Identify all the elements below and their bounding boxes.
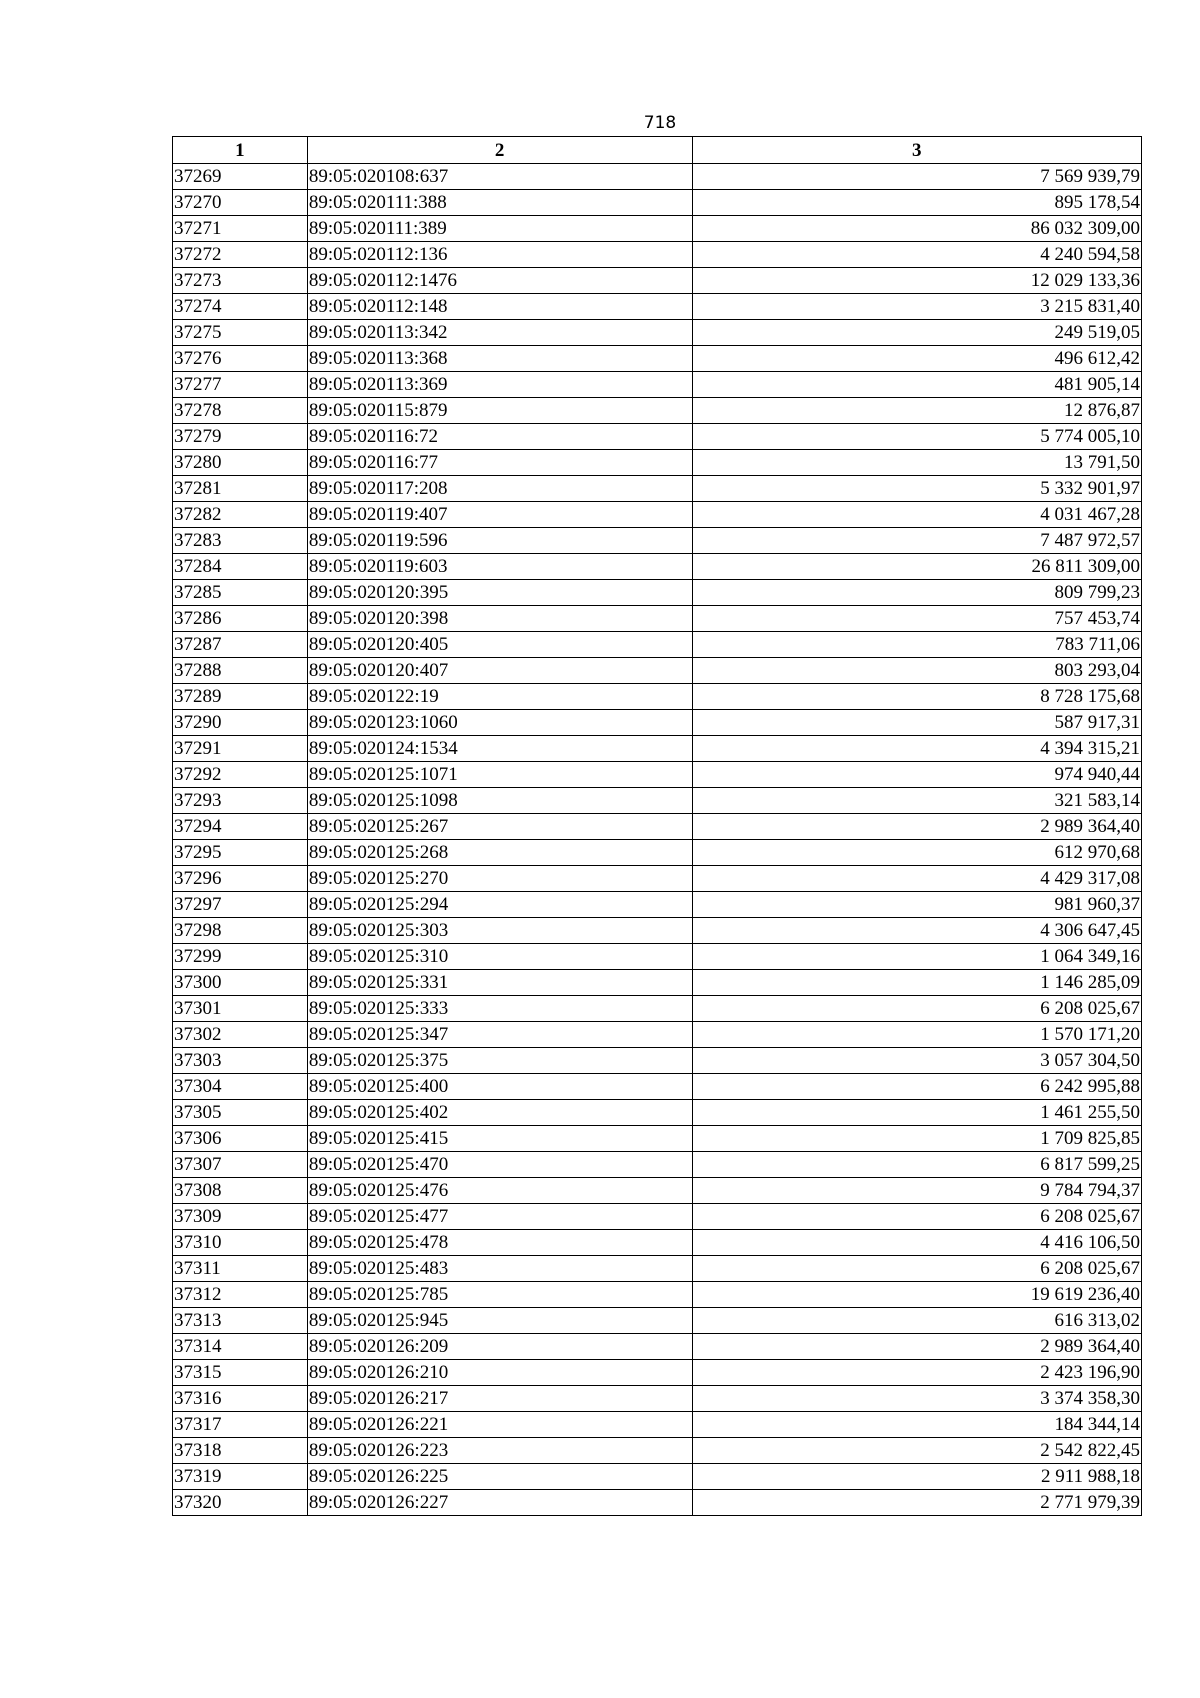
table-row [173,970,1142,996]
cadastral-number-cell: 89:05:020125:268 [307,840,692,866]
row-number-cell: 37280 [173,450,308,476]
value-cell: 2 423 196,90 [692,1360,1142,1386]
table-row [173,476,1142,502]
value-cell: 895 178,54 [692,190,1142,216]
cadastral-number-cell: 89:05:020125:477 [307,1204,692,1230]
table-row [173,606,1142,632]
value-cell: 26 811 309,00 [692,554,1142,580]
row-number-cell: 37297 [173,892,308,918]
table-row [173,814,1142,840]
value-cell: 249 519,05 [692,320,1142,346]
table-row [173,866,1142,892]
table-row [173,580,1142,606]
table-row [173,216,1142,242]
value-cell: 6 242 995,88 [692,1074,1142,1100]
value-cell: 12 029 133,36 [692,268,1142,294]
value-cell: 13 791,50 [692,450,1142,476]
table-row [173,1438,1142,1464]
row-number-cell: 37298 [173,918,308,944]
row-number-cell: 37281 [173,476,308,502]
table-row [173,398,1142,424]
value-cell: 4 306 647,45 [692,918,1142,944]
row-number-cell: 37269 [173,164,308,190]
cadastral-number-cell: 89:05:020111:389 [307,216,692,242]
table-row [173,710,1142,736]
cadastral-number-cell: 89:05:020113:342 [307,320,692,346]
value-cell: 587 917,31 [692,710,1142,736]
table-row [173,1464,1142,1490]
value-cell: 809 799,23 [692,580,1142,606]
cadastral-number-cell: 89:05:020117:208 [307,476,692,502]
value-cell: 5 332 901,97 [692,476,1142,502]
value-cell: 496 612,42 [692,346,1142,372]
table-row [173,190,1142,216]
row-number-cell: 37308 [173,1178,308,1204]
cadastral-number-cell: 89:05:020120:398 [307,606,692,632]
value-cell: 1 461 255,50 [692,1100,1142,1126]
row-number-cell: 37272 [173,242,308,268]
table-row [173,268,1142,294]
value-cell: 9 784 794,37 [692,1178,1142,1204]
cadastral-number-cell: 89:05:020126:227 [307,1490,692,1516]
value-cell: 981 960,37 [692,892,1142,918]
row-number-cell: 37307 [173,1152,308,1178]
table-row [173,242,1142,268]
table-row [173,1256,1142,1282]
row-number-cell: 37274 [173,294,308,320]
table-row [173,1308,1142,1334]
cadastral-number-cell: 89:05:020119:596 [307,528,692,554]
column-header-2: 2 [307,137,692,164]
table-row [173,736,1142,762]
row-number-cell: 37316 [173,1386,308,1412]
value-cell: 616 313,02 [692,1308,1142,1334]
row-number-cell: 37279 [173,424,308,450]
row-number-cell: 37314 [173,1334,308,1360]
row-number-cell: 37283 [173,528,308,554]
row-number-cell: 37270 [173,190,308,216]
value-cell: 4 240 594,58 [692,242,1142,268]
value-cell: 6 208 025,67 [692,1256,1142,1282]
value-cell: 757 453,74 [692,606,1142,632]
cadastral-number-cell: 89:05:020112:148 [307,294,692,320]
row-number-cell: 37312 [173,1282,308,1308]
table-row [173,294,1142,320]
value-cell: 1 146 285,09 [692,970,1142,996]
row-number-cell: 37311 [173,1256,308,1282]
table-row [173,840,1142,866]
row-number-cell: 37303 [173,1048,308,1074]
row-number-cell: 37286 [173,606,308,632]
cadastral-number-cell: 89:05:020112:1476 [307,268,692,294]
row-number-cell: 37293 [173,788,308,814]
table-row [173,346,1142,372]
value-cell: 6 817 599,25 [692,1152,1142,1178]
cadastral-number-cell: 89:05:020125:483 [307,1256,692,1282]
row-number-cell: 37310 [173,1230,308,1256]
row-number-cell: 37317 [173,1412,308,1438]
cadastral-number-cell: 89:05:020126:217 [307,1386,692,1412]
table-row [173,658,1142,684]
table-row [173,424,1142,450]
table-row [173,632,1142,658]
value-cell: 8 728 175,68 [692,684,1142,710]
row-number-cell: 37305 [173,1100,308,1126]
row-number-cell: 37299 [173,944,308,970]
table-row [173,1178,1142,1204]
cadastral-number-cell: 89:05:020113:369 [307,372,692,398]
value-cell: 7 569 939,79 [692,164,1142,190]
table-row [173,164,1142,190]
row-number-cell: 37285 [173,580,308,606]
cadastral-number-cell: 89:05:020113:368 [307,346,692,372]
table-row [173,1204,1142,1230]
value-cell: 4 429 317,08 [692,866,1142,892]
table-row [173,320,1142,346]
value-cell: 974 940,44 [692,762,1142,788]
value-cell: 3 374 358,30 [692,1386,1142,1412]
value-cell: 2 542 822,45 [692,1438,1142,1464]
table-row [173,1282,1142,1308]
value-cell: 7 487 972,57 [692,528,1142,554]
row-number-cell: 37273 [173,268,308,294]
cadastral-number-cell: 89:05:020126:225 [307,1464,692,1490]
cadastral-number-cell: 89:05:020125:415 [307,1126,692,1152]
cadastral-number-cell: 89:05:020116:77 [307,450,692,476]
value-cell: 2 771 979,39 [692,1490,1142,1516]
row-number-cell: 37320 [173,1490,308,1516]
cadastral-number-cell: 89:05:020125:476 [307,1178,692,1204]
cadastral-number-cell: 89:05:020119:407 [307,502,692,528]
table-row [173,1412,1142,1438]
value-cell: 86 032 309,00 [692,216,1142,242]
cadastral-number-cell: 89:05:020125:1071 [307,762,692,788]
cadastral-number-cell: 89:05:020125:333 [307,996,692,1022]
cadastral-number-cell: 89:05:020124:1534 [307,736,692,762]
cadastral-number-cell: 89:05:020119:603 [307,554,692,580]
table-row [173,528,1142,554]
value-cell: 12 876,87 [692,398,1142,424]
table-row [173,1360,1142,1386]
table-row [173,1022,1142,1048]
cadastral-number-cell: 89:05:020125:785 [307,1282,692,1308]
table-row [173,1230,1142,1256]
row-number-cell: 37277 [173,372,308,398]
data-table [172,136,1142,1516]
value-cell: 1 064 349,16 [692,944,1142,970]
row-number-cell: 37287 [173,632,308,658]
cadastral-number-cell: 89:05:020125:470 [307,1152,692,1178]
value-cell: 184 344,14 [692,1412,1142,1438]
value-cell: 4 031 467,28 [692,502,1142,528]
cadastral-number-cell: 89:05:020122:19 [307,684,692,710]
value-cell: 6 208 025,67 [692,1204,1142,1230]
cadastral-number-cell: 89:05:020125:347 [307,1022,692,1048]
table-row [173,918,1142,944]
row-number-cell: 37271 [173,216,308,242]
value-cell: 3 215 831,40 [692,294,1142,320]
cadastral-number-cell: 89:05:020126:209 [307,1334,692,1360]
cadastral-number-cell: 89:05:020125:945 [307,1308,692,1334]
table-row [173,1386,1142,1412]
cadastral-number-cell: 89:05:020116:72 [307,424,692,450]
table-body [173,164,1142,1516]
cadastral-number-cell: 89:05:020120:395 [307,580,692,606]
table-row [173,1490,1142,1516]
row-number-cell: 37301 [173,996,308,1022]
value-cell: 4 416 106,50 [692,1230,1142,1256]
cadastral-number-cell: 89:05:020125:400 [307,1074,692,1100]
row-number-cell: 37276 [173,346,308,372]
row-number-cell: 37290 [173,710,308,736]
row-number-cell: 37294 [173,814,308,840]
cadastral-number-cell: 89:05:020125:331 [307,970,692,996]
table-row [173,1334,1142,1360]
cadastral-number-cell: 89:05:020123:1060 [307,710,692,736]
cadastral-number-cell: 89:05:020125:375 [307,1048,692,1074]
value-cell: 803 293,04 [692,658,1142,684]
value-cell: 1 570 171,20 [692,1022,1142,1048]
cadastral-number-cell: 89:05:020125:267 [307,814,692,840]
cadastral-number-cell: 89:05:020120:405 [307,632,692,658]
value-cell: 1 709 825,85 [692,1126,1142,1152]
table-row [173,1100,1142,1126]
table-header-row [173,137,1142,164]
row-number-cell: 37319 [173,1464,308,1490]
table-row [173,554,1142,580]
table-row [173,788,1142,814]
row-number-cell: 37315 [173,1360,308,1386]
value-cell: 2 911 988,18 [692,1464,1142,1490]
cadastral-number-cell: 89:05:020125:1098 [307,788,692,814]
table-row [173,502,1142,528]
row-number-cell: 37275 [173,320,308,346]
value-cell: 2 989 364,40 [692,1334,1142,1360]
row-number-cell: 37292 [173,762,308,788]
value-cell: 19 619 236,40 [692,1282,1142,1308]
cadastral-number-cell: 89:05:020112:136 [307,242,692,268]
table-row [173,1048,1142,1074]
cadastral-number-cell: 89:05:020126:221 [307,1412,692,1438]
table-row [173,450,1142,476]
table-row [173,762,1142,788]
cadastral-number-cell: 89:05:020125:294 [307,892,692,918]
row-number-cell: 37302 [173,1022,308,1048]
row-number-cell: 37296 [173,866,308,892]
row-number-cell: 37313 [173,1308,308,1334]
cadastral-number-cell: 89:05:020125:310 [307,944,692,970]
row-number-cell: 37295 [173,840,308,866]
table-row [173,892,1142,918]
cadastral-number-cell: 89:05:020126:210 [307,1360,692,1386]
row-number-cell: 37306 [173,1126,308,1152]
value-cell: 6 208 025,67 [692,996,1142,1022]
value-cell: 3 057 304,50 [692,1048,1142,1074]
cadastral-number-cell: 89:05:020111:388 [307,190,692,216]
cadastral-number-cell: 89:05:020125:402 [307,1100,692,1126]
cadastral-number-cell: 89:05:020120:407 [307,658,692,684]
value-cell: 5 774 005,10 [692,424,1142,450]
cadastral-number-cell: 89:05:020125:478 [307,1230,692,1256]
table-row [173,372,1142,398]
column-header-1: 1 [173,137,308,164]
column-header-3: 3 [692,137,1142,164]
row-number-cell: 37284 [173,554,308,580]
table-row [173,944,1142,970]
value-cell: 2 989 364,40 [692,814,1142,840]
row-number-cell: 37318 [173,1438,308,1464]
table-row [173,996,1142,1022]
row-number-cell: 37304 [173,1074,308,1100]
value-cell: 612 970,68 [692,840,1142,866]
row-number-cell: 37288 [173,658,308,684]
cadastral-number-cell: 89:05:020115:879 [307,398,692,424]
cadastral-number-cell: 89:05:020108:637 [307,164,692,190]
value-cell: 481 905,14 [692,372,1142,398]
cadastral-number-cell: 89:05:020125:303 [307,918,692,944]
value-cell: 4 394 315,21 [692,736,1142,762]
page-number: 718 [643,113,677,133]
value-cell: 321 583,14 [692,788,1142,814]
table-row [173,684,1142,710]
cadastral-number-cell: 89:05:020126:223 [307,1438,692,1464]
table-row [173,1126,1142,1152]
row-number-cell: 37291 [173,736,308,762]
row-number-cell: 37309 [173,1204,308,1230]
table-row [173,1074,1142,1100]
row-number-cell: 37300 [173,970,308,996]
row-number-cell: 37289 [173,684,308,710]
row-number-cell: 37282 [173,502,308,528]
row-number-cell: 37278 [173,398,308,424]
cadastral-number-cell: 89:05:020125:270 [307,866,692,892]
table-row [173,1152,1142,1178]
value-cell: 783 711,06 [692,632,1142,658]
